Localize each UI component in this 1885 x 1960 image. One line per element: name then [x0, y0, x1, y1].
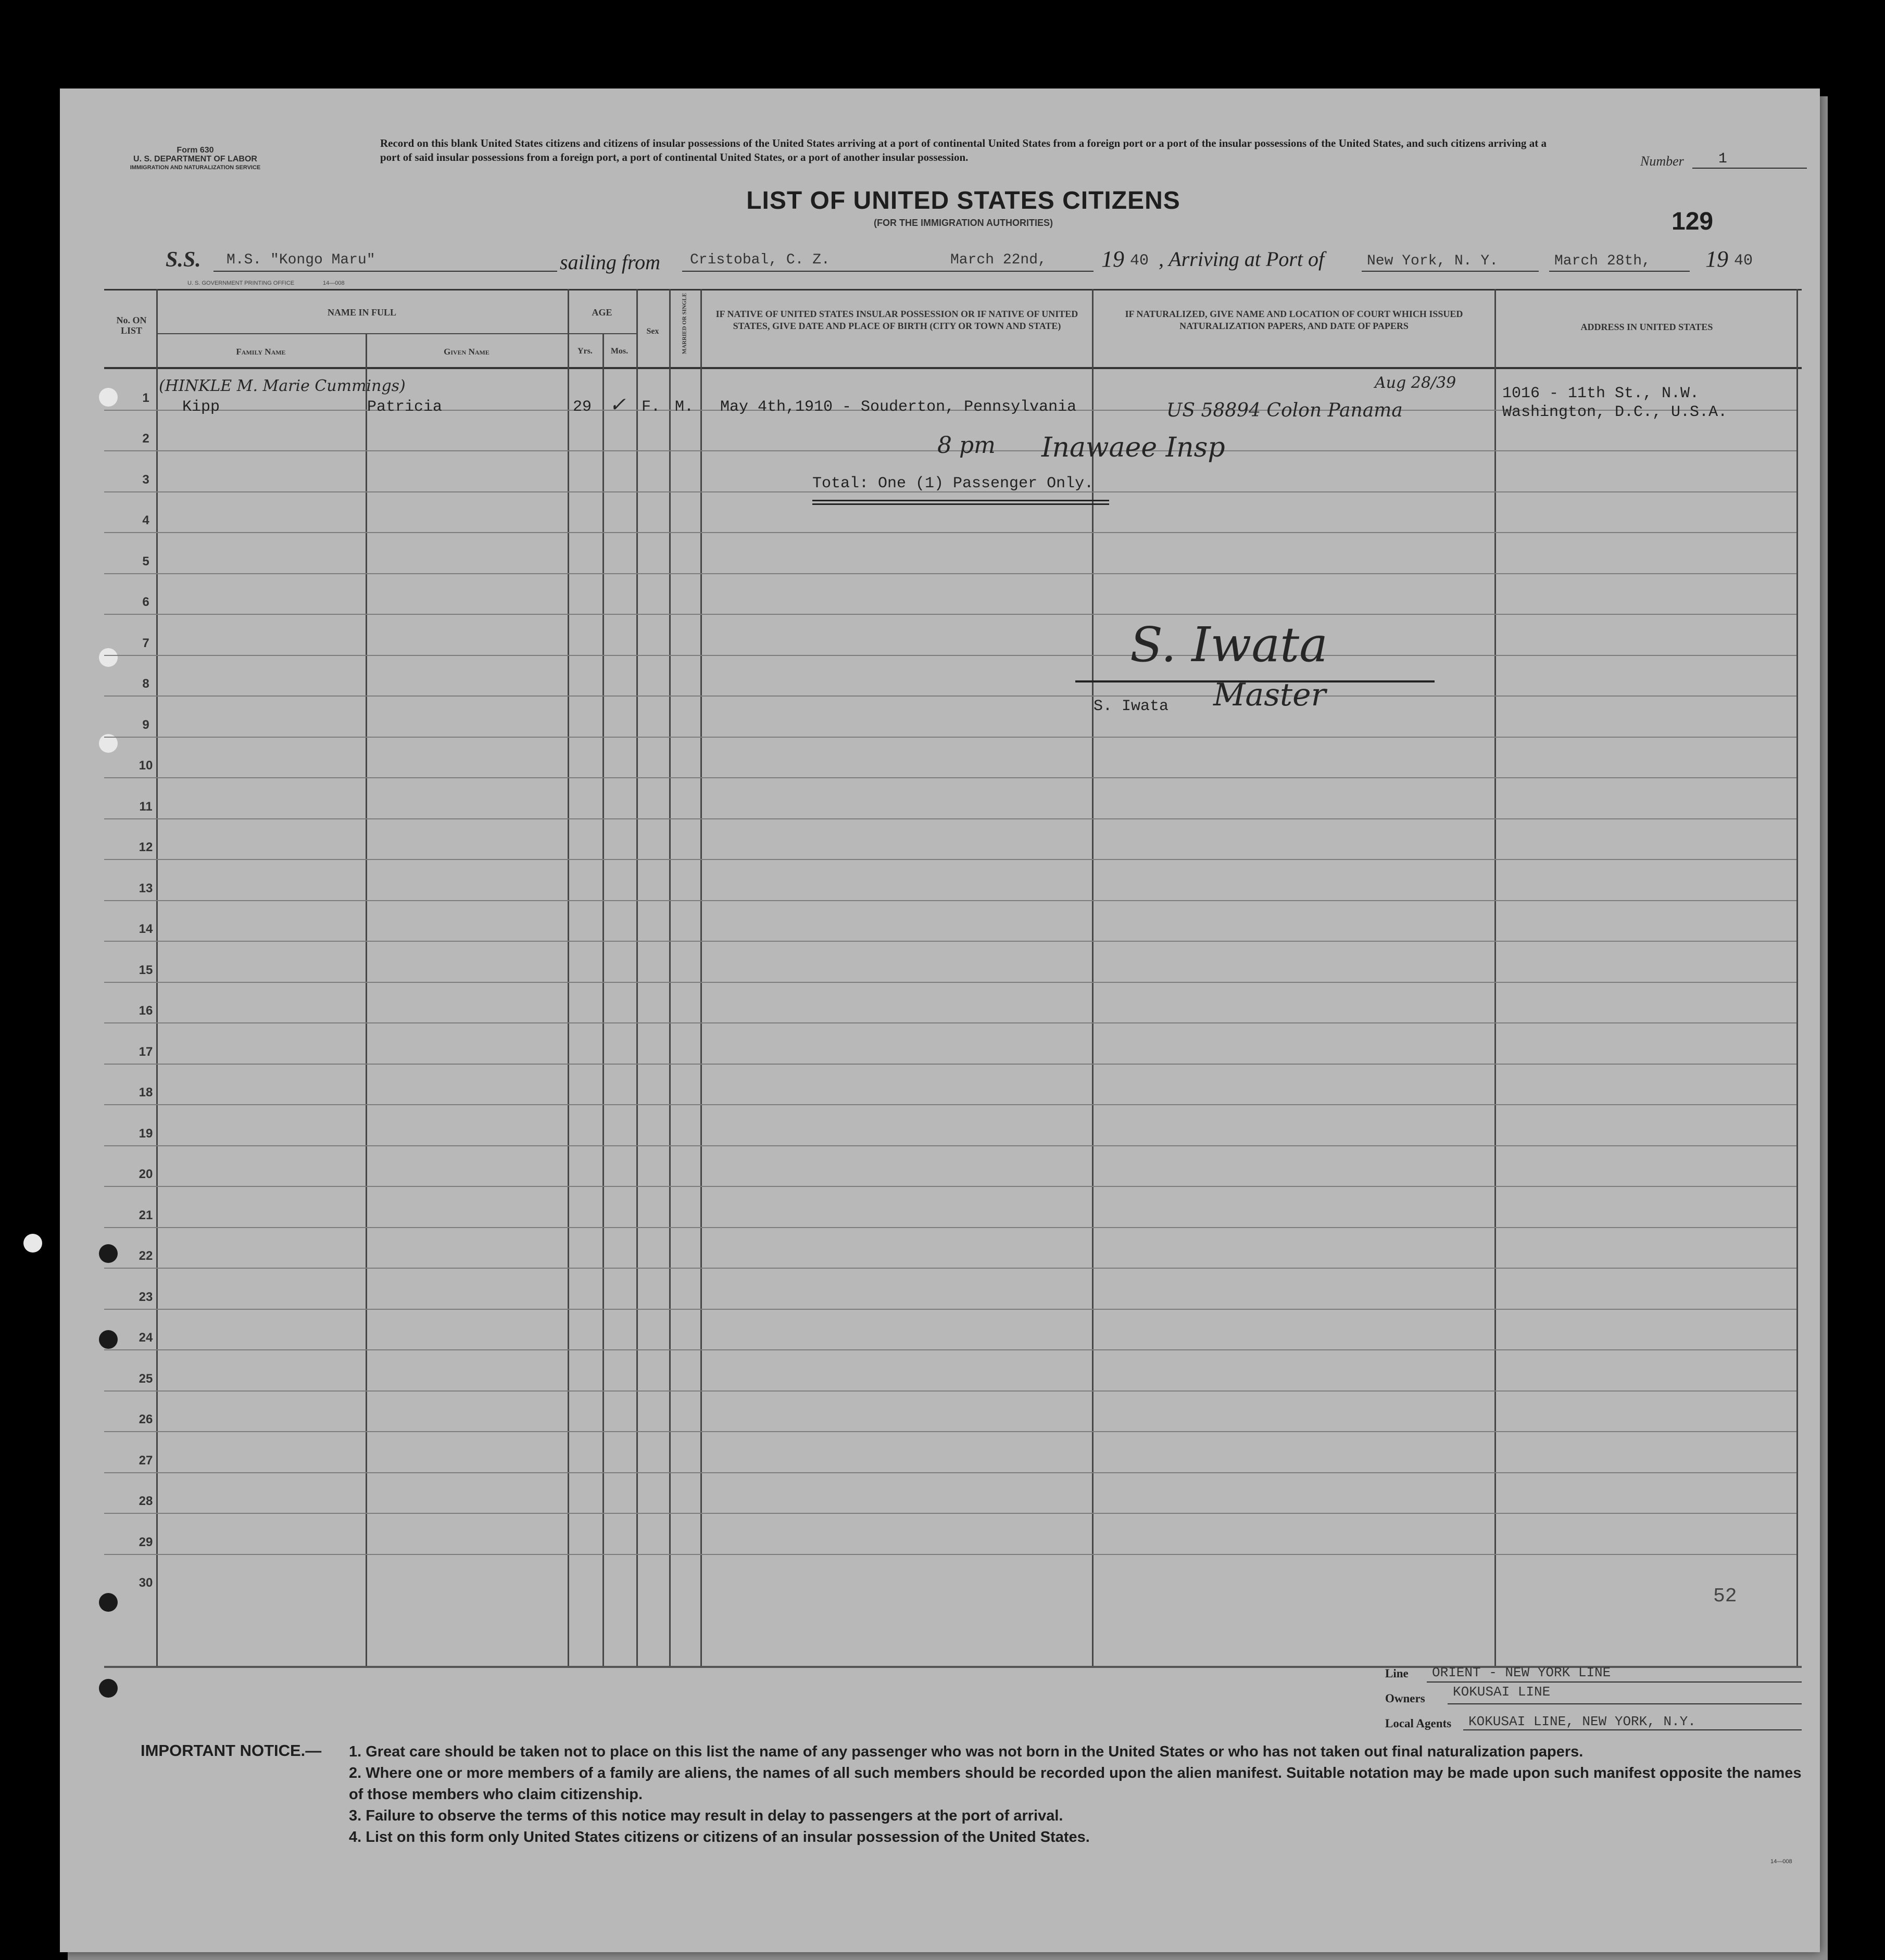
row-number: 13 — [139, 881, 153, 895]
notice-item: 2. Where one or more members of a family are aliens, the names of all such members should be recorded upon the alien manifest. Suitable notation may be made upon such manifest opposite the names of those members who claim citizenship. — [349, 1765, 1802, 1803]
row-number: 2 — [142, 432, 149, 446]
depart-year-prefix: 19 — [1101, 246, 1124, 272]
row-number: 17 — [139, 1044, 153, 1059]
punch-hole — [23, 1234, 42, 1253]
row-number: 8 — [142, 677, 149, 691]
row-number: 28 — [139, 1494, 153, 1508]
row-number: 3 — [142, 472, 149, 487]
entry-birth: May 4th,1910 - Souderton, Pennsylvania — [720, 398, 1077, 416]
punch-hole — [99, 388, 118, 407]
entry-given-name: Patricia — [367, 398, 443, 416]
total-underline-1 — [812, 500, 1109, 501]
row-rule — [104, 1431, 1796, 1432]
row-rule — [104, 1022, 1796, 1023]
row-rule — [104, 1227, 1796, 1228]
punch-hole — [99, 1593, 118, 1612]
number-value: 1 — [1718, 151, 1727, 167]
header-age: AGE — [592, 307, 612, 318]
agents-label: Local Agents — [1385, 1717, 1452, 1730]
handwritten-inspector: Inawaee Insp — [1041, 432, 1225, 463]
header-given-name: Given Name — [444, 347, 489, 357]
row-number: 27 — [139, 1453, 153, 1468]
master-signature: S. Iwata — [1130, 617, 1328, 673]
line-value: ORIENT - NEW YORK LINE — [1432, 1665, 1611, 1680]
header-yrs: Yrs. — [577, 347, 593, 356]
row-number: 1 — [142, 390, 149, 405]
row-number: 21 — [139, 1208, 153, 1222]
sheet-number: 129 — [1672, 208, 1714, 235]
row-number: 23 — [139, 1289, 153, 1304]
ship-underline — [213, 271, 557, 272]
row-number: 7 — [142, 636, 149, 650]
col-divider — [602, 333, 604, 1666]
arrival-date: March 28th, — [1554, 253, 1651, 269]
row-rule — [104, 777, 1796, 778]
punch-hole — [99, 1679, 118, 1698]
row-rule — [104, 1268, 1796, 1269]
depart-date: March 22nd, — [950, 252, 1047, 268]
row-number: 10 — [139, 758, 153, 773]
row-number: 18 — [139, 1085, 153, 1099]
page-stamp: 52 — [1713, 1585, 1737, 1608]
row-number: 19 — [139, 1126, 153, 1141]
number-underline — [1692, 168, 1807, 169]
name-subheader-rule — [156, 333, 568, 334]
row-number: 12 — [139, 840, 153, 854]
printing-code: 14—008 — [323, 280, 345, 286]
line-underline — [1427, 1681, 1802, 1683]
row-rule — [104, 818, 1796, 819]
row-number: 20 — [139, 1167, 153, 1181]
punch-hole — [99, 1244, 118, 1263]
row-number: 26 — [139, 1412, 153, 1426]
form-number: Form 630 — [177, 146, 214, 155]
punch-hole — [99, 648, 118, 667]
form-id — [104, 146, 286, 172]
row-rule — [104, 1309, 1796, 1310]
row-rule — [104, 1472, 1796, 1473]
col-divider — [1092, 289, 1094, 1666]
printing-office: U. S. GOVERNMENT PRINTING OFFICE — [187, 280, 295, 286]
entry-annotation: (HINKLE M. Marie Cummings) — [159, 377, 406, 395]
row-number: 9 — [142, 717, 149, 732]
header-address: ADDRESS IN UNITED STATES — [1580, 322, 1713, 332]
arrival-date-underline — [1549, 271, 1690, 272]
owners-label: Owners — [1385, 1692, 1425, 1705]
row-rule — [104, 900, 1796, 901]
row-number: 6 — [142, 595, 149, 609]
notice-item: 4. List on this form only United States citizens or citizens of an insular possession of the United States. — [349, 1829, 1090, 1845]
row-rule — [104, 1513, 1796, 1514]
entry-sex: F. — [642, 398, 661, 416]
line-label: Line — [1385, 1667, 1409, 1680]
from-port: Cristobal, C. Z. — [690, 252, 830, 268]
col-divider — [366, 333, 367, 1666]
notice-item: 1. Great care should be taken not to place on this list the name of any passenger who was not born in the United States or who has not taken out final naturalization papers. — [349, 1743, 1584, 1760]
master-typed-name: S. Iwata — [1094, 698, 1169, 715]
row-rule — [104, 859, 1796, 860]
arriving-label: , Arriving at Port of — [1159, 247, 1325, 271]
row-rule — [104, 614, 1796, 615]
ship-name: M.S. "Kongo Maru" — [227, 252, 375, 268]
entry-yrs: 29 — [573, 398, 592, 416]
header-no: No. ON LIST — [116, 315, 147, 336]
notice-heading: IMPORTANT NOTICE.— — [141, 1741, 322, 1760]
instructions: Record on this blank United States citizens and citizens of insular possessions of the United States arriving at a port of continental United States from a foreign port or a port of the insular possessions of the United States, and such citizens arriving at a port of said insular possessions from a foreign port, a port of continental United States, or a port of another insular possession. — [380, 137, 1547, 163]
col-divider — [568, 289, 569, 1666]
row-number: 4 — [142, 513, 149, 527]
row-rule — [104, 737, 1796, 738]
header-native: IF NATIVE OF UNITED STATES INSULAR POSSESSION OR IF NATIVE OF UNITED STATES, GIVE DATE AND PLACE OF BIRTH (CITY OR TOWN AND STATE) — [715, 309, 1078, 331]
department: U. S. DEPARTMENT OF LABOR — [133, 155, 257, 163]
entry-mos: ✓ — [609, 393, 626, 416]
row-rule — [104, 532, 1796, 533]
row-rule — [104, 1349, 1796, 1350]
row-rule — [104, 573, 1796, 574]
entry-naturalization-date: Aug 28/39 — [1375, 374, 1456, 392]
col-divider — [1494, 289, 1496, 1666]
master-title: Master — [1213, 677, 1326, 713]
row-number: 29 — [139, 1535, 153, 1549]
header-mos: Mos. — [610, 347, 629, 356]
row-rule — [104, 1554, 1796, 1555]
service: IMMIGRATION AND NATURALIZATION SERVICE — [130, 165, 261, 171]
footer-code: 14—008 — [1770, 1858, 1792, 1865]
agents-underline — [1463, 1729, 1802, 1730]
row-number: 14 — [139, 922, 153, 936]
entry-address-line1: 1016 - 11th St., N.W. — [1502, 385, 1700, 402]
form-title: LIST OF UNITED STATES CITIZENS — [746, 187, 1180, 214]
header-sex: Sex — [646, 327, 659, 336]
row-rule — [104, 1064, 1796, 1065]
header-married: MARRIED OR SINGLE — [681, 293, 688, 355]
col-divider — [636, 289, 638, 1666]
depart-year: 40 — [1130, 252, 1149, 270]
age-subheader-rule — [568, 333, 636, 334]
number-label: Number — [1640, 154, 1684, 169]
arrival-year-prefix: 19 — [1705, 246, 1728, 272]
notice-item: 3. Failure to observe the terms of this notice may result in delay to passengers at the port of arrival. — [349, 1807, 1063, 1824]
table-top-rule — [104, 289, 1802, 290]
entry-naturalization: US 58894 Colon Panama — [1166, 400, 1403, 421]
header-bottom-rule — [104, 367, 1802, 369]
total-line: Total: One (1) Passenger Only. — [812, 475, 1094, 492]
owners-underline — [1448, 1703, 1802, 1704]
header-name-in-full: NAME IN FULL — [327, 307, 396, 318]
row-number: 5 — [142, 554, 149, 568]
form-subtitle: (FOR THE IMMIGRATION AUTHORITIES) — [874, 218, 1053, 228]
row-rule — [104, 982, 1796, 983]
header-naturalized: IF NATURALIZED, GIVE NAME AND LOCATION OF COURT WHICH ISSUED NATURALIZATION PAPERS, AND DATE OF PAPERS — [1125, 309, 1463, 331]
row-number: 30 — [139, 1576, 153, 1590]
owners-value: KOKUSAI LINE — [1453, 1684, 1551, 1700]
row-rule — [104, 1390, 1796, 1392]
row-number: 11 — [139, 799, 153, 814]
entry-married: M. — [675, 398, 694, 416]
col-divider — [1796, 289, 1798, 1666]
row-rule — [104, 655, 1796, 656]
row-number: 22 — [139, 1249, 153, 1263]
from-underline — [682, 271, 942, 272]
row-rule — [104, 1145, 1796, 1146]
arrival-port: New York, N. Y. — [1367, 253, 1499, 269]
row-rule — [104, 696, 1796, 697]
row-number: 16 — [139, 1004, 153, 1018]
depart-date-underline — [942, 271, 1094, 272]
row-rule — [104, 941, 1796, 942]
entry-family-name: Kipp — [182, 398, 220, 416]
row-rule — [104, 1186, 1796, 1187]
handwritten-time: 8 pm — [937, 432, 996, 459]
arrival-port-underline — [1362, 271, 1539, 272]
entry-address — [1502, 384, 1727, 422]
row-number: 25 — [139, 1371, 153, 1386]
sailing-from-label: sailing from — [560, 250, 660, 274]
header-family-name: Family Name — [236, 347, 286, 357]
notice-list — [349, 1741, 1807, 1848]
row-rule — [104, 1104, 1796, 1105]
total-underline-2 — [812, 503, 1109, 505]
ss-label: S.S. — [166, 248, 201, 272]
col-divider — [669, 289, 671, 1666]
row-number: 24 — [139, 1331, 153, 1345]
arrival-year: 40 — [1734, 252, 1753, 270]
entry-address-line2: Washington, D.C., U.S.A. — [1502, 403, 1728, 421]
col-divider — [700, 289, 702, 1666]
row-number: 15 — [139, 963, 153, 977]
punch-hole — [99, 1330, 118, 1349]
agents-value: KOKUSAI LINE, NEW YORK, N.Y. — [1468, 1714, 1696, 1729]
